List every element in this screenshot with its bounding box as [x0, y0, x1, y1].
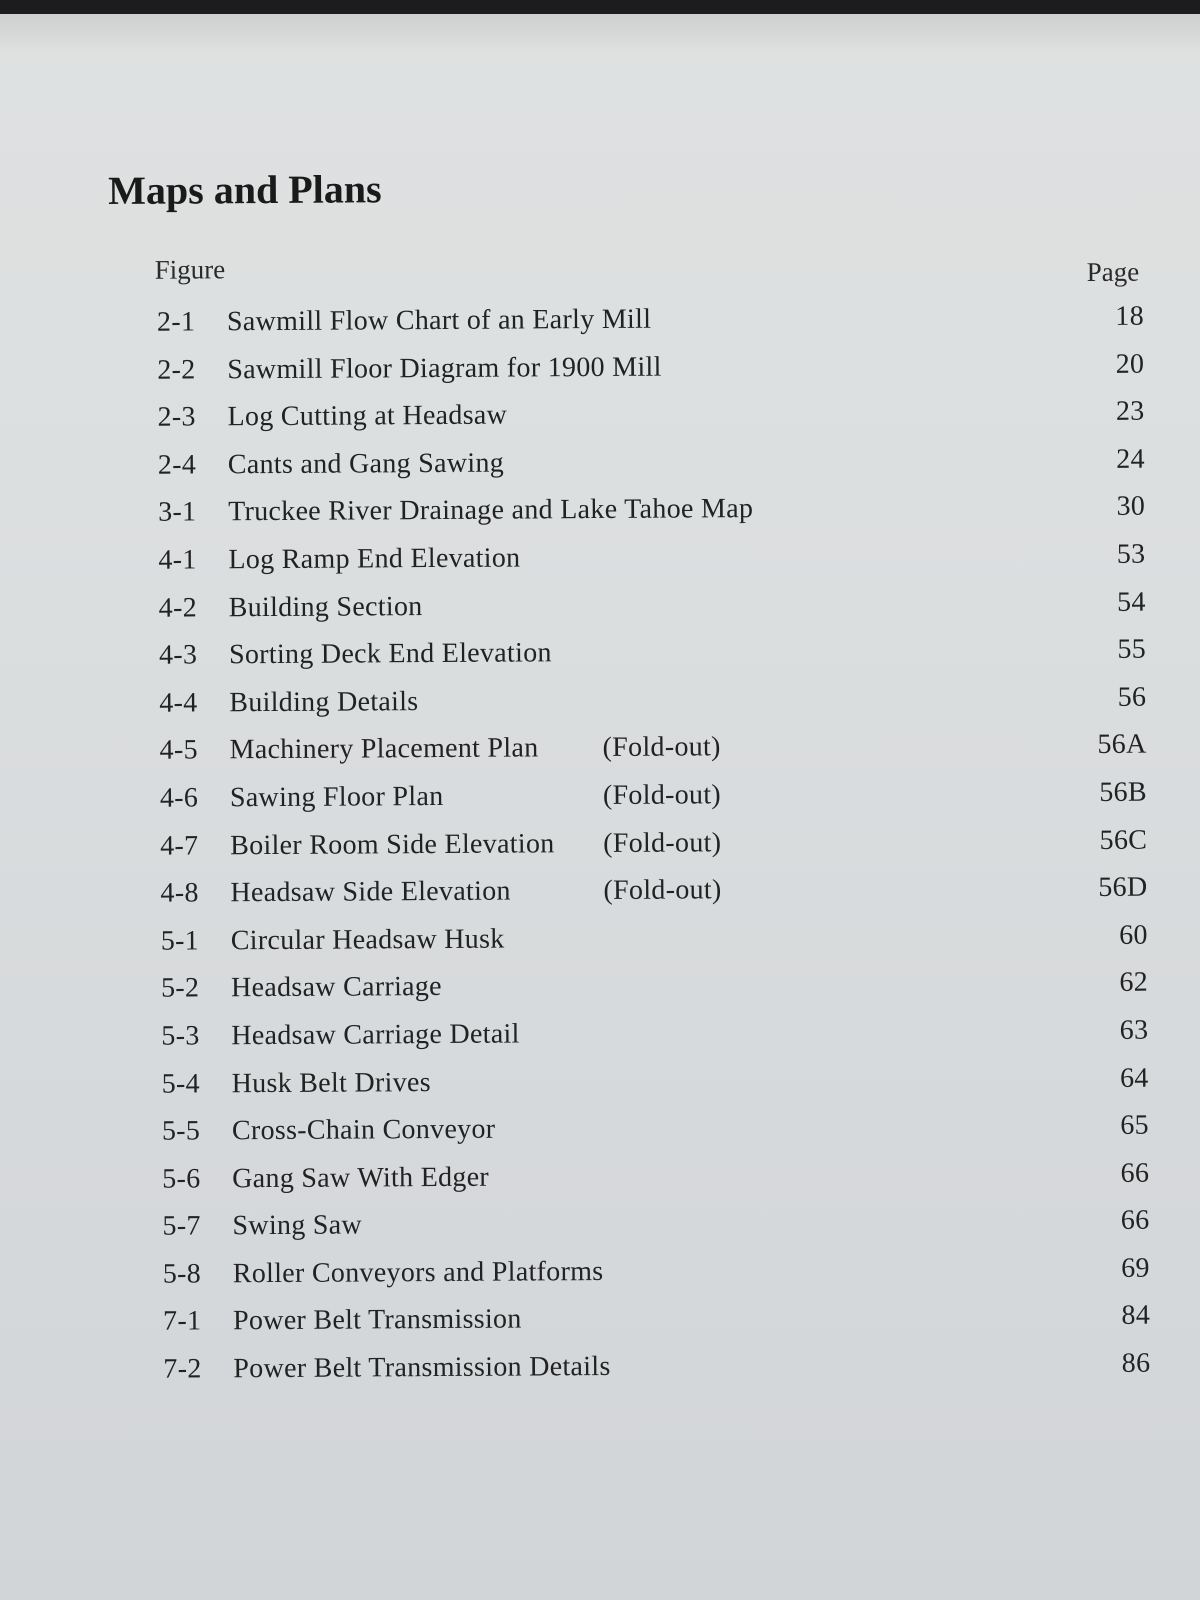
document-page	[0, 14, 1200, 1600]
page-number: 20	[1115, 348, 1145, 380]
figure-number: 5-8	[162, 1258, 202, 1290]
figure-title: Building Section	[228, 590, 423, 623]
foldout-note: (Fold-out)	[602, 731, 721, 764]
list-item	[0, 586, 1199, 641]
figure-number: 2-1	[156, 306, 196, 338]
list-item	[2, 1109, 1200, 1164]
figure-title: Sorting Deck End Elevation	[228, 637, 552, 671]
page-number: 30	[1116, 491, 1146, 523]
figure-number: 7-1	[162, 1305, 202, 1338]
page-title: Maps and Plans	[108, 166, 382, 213]
list-item	[1, 1014, 1200, 1069]
page-number: 56C	[1099, 824, 1148, 856]
list-item	[0, 824, 1200, 879]
figure-title: Circular Headsaw Husk	[230, 923, 505, 956]
page-number: 23	[1115, 395, 1145, 428]
figure-number: 4-6	[159, 782, 199, 814]
figure-number: 4-4	[159, 687, 198, 719]
figure-title: Building Details	[229, 685, 419, 719]
figure-number: 5-5	[161, 1115, 201, 1147]
list-item	[0, 729, 1200, 784]
figure-number: 4-8	[160, 877, 199, 909]
list-item	[2, 1062, 1200, 1117]
list-item	[0, 871, 1200, 926]
page-number: 24	[1116, 443, 1145, 475]
figure-number: 4-7	[160, 829, 199, 862]
list-item	[0, 681, 1199, 736]
figure-title: Machinery Placement Plan	[229, 732, 539, 766]
page-number: 84	[1121, 1300, 1151, 1332]
figure-title: Boiler Room Side Elevation	[230, 827, 555, 861]
page-number: 69	[1121, 1252, 1150, 1284]
figure-title: Roller Conveyors and Platforms	[232, 1255, 604, 1290]
figure-number: 4-5	[159, 734, 198, 767]
list-item	[3, 1347, 1200, 1402]
page-number: 56B	[1099, 776, 1147, 808]
foldout-note: (Fold-out)	[603, 826, 722, 859]
foldout-note: (Fold-out)	[602, 779, 722, 811]
page-number: 86	[1121, 1347, 1151, 1379]
list-item	[1, 967, 1200, 1022]
page-number: 56A	[1097, 729, 1147, 761]
page-number: 62	[1119, 966, 1149, 999]
list-item	[0, 300, 1197, 355]
foldout-note: (Fold-out)	[603, 874, 722, 907]
list-item	[0, 491, 1198, 546]
figure-number: 5-4	[161, 1067, 200, 1100]
figure-title: Headsaw Carriage	[230, 971, 442, 1004]
figure-number: 5-3	[161, 1020, 200, 1052]
figure-column-header: Figure	[154, 254, 226, 285]
figure-title: Sawmill Flow Chart of an Early Mill	[226, 303, 652, 338]
list-item	[0, 633, 1199, 688]
page-number: 66	[1120, 1204, 1150, 1237]
list-item	[2, 1157, 1200, 1212]
page-number: 56D	[1098, 871, 1148, 904]
figure-number: 5-6	[162, 1163, 201, 1195]
figure-title: Log Ramp End Elevation	[228, 542, 521, 576]
figure-number: 5-1	[160, 925, 200, 957]
list-item	[0, 776, 1200, 831]
figure-title: Cants and Gang Sawing	[227, 447, 505, 481]
figure-title: Power Belt Transmission	[232, 1303, 522, 1337]
figure-title: Husk Belt Drives	[231, 1066, 431, 1099]
page-number: 66	[1120, 1157, 1150, 1189]
page-number: 54	[1117, 586, 1146, 618]
page-number: 18	[1115, 300, 1145, 332]
page-number: 65	[1120, 1109, 1150, 1141]
figure-title: Truckee River Drainage and Lake Tahoe Map	[228, 493, 754, 528]
figure-number: 4-2	[158, 592, 198, 624]
figure-title: Cross-Chain Conveyor	[231, 1113, 496, 1147]
page-number: 63	[1119, 1014, 1149, 1046]
page-content	[0, 14, 1200, 1600]
figure-title: Log Cutting at Headsaw	[227, 399, 508, 433]
figure-list	[0, 300, 1200, 1402]
page-column-header: Page	[1086, 256, 1140, 288]
list-item	[0, 443, 1198, 498]
list-item	[0, 538, 1199, 593]
figure-title: Power Belt Transmission Details	[233, 1351, 611, 1385]
page-number: 53	[1116, 538, 1146, 570]
figure-title: Swing Saw	[232, 1209, 363, 1242]
figure-title: Sawing Floor Plan	[229, 780, 444, 814]
figure-number: 4-3	[158, 639, 198, 671]
list-item	[0, 348, 1197, 403]
figure-title: Gang Saw With Edger	[232, 1161, 490, 1194]
list-item	[1, 919, 1200, 974]
list-item	[3, 1300, 1200, 1355]
figure-title: Headsaw Side Elevation	[230, 875, 511, 909]
figure-number: 4-1	[158, 544, 197, 576]
figure-number: 2-4	[157, 449, 197, 481]
page-number: 64	[1119, 1062, 1149, 1094]
page-number: 60	[1119, 919, 1148, 951]
list-item	[3, 1252, 1200, 1307]
figure-number: 3-1	[158, 496, 197, 529]
page-number: 56	[1117, 681, 1147, 713]
figure-number: 2-3	[157, 401, 196, 433]
figure-number: 7-2	[163, 1353, 202, 1385]
figure-number: 5-2	[160, 972, 200, 1004]
list-item	[2, 1205, 1200, 1260]
page-number: 55	[1117, 633, 1147, 665]
figure-title: Sawmill Floor Diagram for 1900 Mill	[227, 351, 662, 385]
figure-title: Headsaw Carriage Detail	[231, 1018, 520, 1052]
figure-number: 2-2	[157, 354, 196, 386]
figure-number: 5-7	[162, 1210, 201, 1242]
list-item	[0, 396, 1198, 451]
